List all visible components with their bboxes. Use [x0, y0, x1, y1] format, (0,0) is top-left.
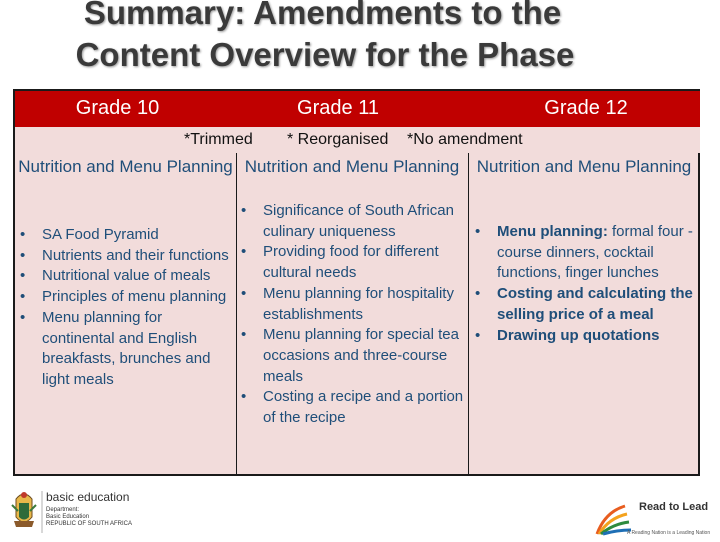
- legend-row: [15, 127, 700, 153]
- basic-education-logo: [10, 487, 210, 537]
- svg-text:A Reading Nation is a Leading: A Reading Nation is a Leading Nation: [627, 530, 711, 536]
- title-line-2: Content Overview for the Phase: [75, 36, 575, 73]
- svg-text:Department:: Department:: [46, 507, 80, 513]
- svg-text:basic education: basic education: [46, 490, 130, 504]
- legend-reorganised: * Reorganised: [287, 131, 389, 148]
- header-grade-11: Grade 11: [220, 91, 473, 127]
- svg-text:Read to Lead: Read to Lead: [639, 501, 709, 513]
- list-item: • Significance of South African culinary uniqueness: [241, 202, 454, 240]
- legend-trimmed: *Trimmed: [184, 131, 253, 148]
- svg-text:REPUBLIC OF SOUTH AFRICA: REPUBLIC OF SOUTH AFRICA: [46, 521, 133, 527]
- list-item: • Nutrients and their functions: [20, 246, 229, 264]
- list-item: • Principles of menu planning: [20, 288, 227, 306]
- column-heading: Nutrition and Menu Planning: [18, 157, 233, 176]
- topic-list: [475, 222, 697, 346]
- list-item: • Costing a recipe and a portion of the recipe: [241, 388, 464, 427]
- legend-no-amendment: *No amendment: [407, 131, 523, 148]
- column-heading: Nutrition and Menu Planning: [476, 157, 692, 176]
- title-line-1: Summary: Amendments to the: [83, 0, 562, 31]
- list-item: • Menu planning for hospitality establishments: [241, 284, 454, 323]
- read-to-lead-logo: [595, 494, 717, 536]
- header-grade-12: Grade 12: [472, 91, 700, 127]
- list-item: • Providing food for different cultural needs: [241, 243, 439, 282]
- list-item: • Drawing up quotations: [475, 326, 660, 344]
- list-item: • Menu planning for continental and English breakfasts, brunches and light meals: [20, 308, 211, 388]
- header-grade-10: Grade 10: [15, 91, 221, 127]
- column-grade-11: [236, 153, 469, 474]
- list-item: • Menu planning: formal four -course dinners, cocktail functions, finger lunches: [475, 223, 693, 282]
- topic-list: [241, 201, 468, 429]
- column-heading: Nutrition and Menu Planning: [244, 157, 460, 176]
- list-item: • Menu planning for special tea occasions and three-course meals: [241, 326, 459, 385]
- svg-text:Basic Education: Basic Education: [46, 514, 90, 520]
- column-grade-10: [15, 153, 237, 474]
- coat-of-arms-icon: [10, 487, 210, 537]
- read-to-lead-emblem-icon: [595, 494, 717, 536]
- column-grade-12: [468, 153, 700, 474]
- topic-list: [20, 225, 234, 391]
- list-item: • Costing and calculating the selling price of a meal: [475, 285, 693, 323]
- amendments-table: [13, 89, 700, 476]
- list-item: • SA Food Pyramid: [20, 226, 159, 243]
- list-item: • Nutritional value of meals: [20, 267, 211, 285]
